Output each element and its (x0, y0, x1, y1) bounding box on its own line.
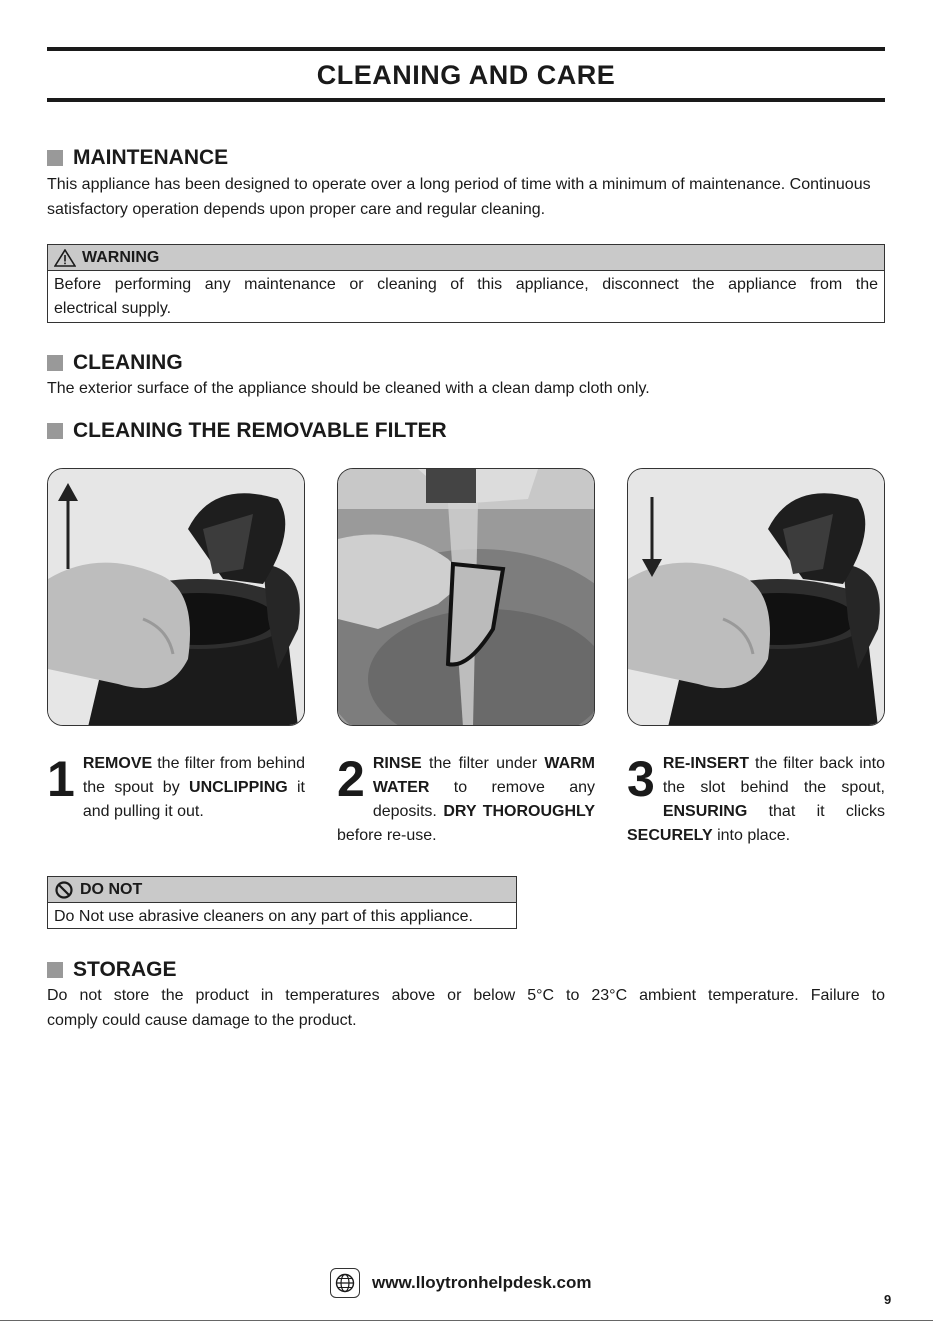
warning-text: Before performing any maintenance or cleaning of this appliance, disconnect the appliance from the electrical supply. (54, 276, 878, 317)
storage-heading: STORAGE (47, 958, 176, 982)
step-text: RE-INSERT the filter back into the slot behind the spout, ENSURING that it clicks SECURELY into place. (627, 755, 885, 844)
step-1 (47, 752, 305, 824)
bullet-square-icon (47, 962, 63, 978)
footer-website[interactable] (330, 1268, 591, 1298)
do-not-bar (48, 877, 516, 903)
step-number: 2 (337, 751, 365, 807)
bullet-square-icon (47, 355, 63, 371)
do-not-text: Do Not use abrasive cleaners on any part of this appliance. (54, 908, 473, 925)
warning-triangle-icon (54, 249, 76, 267)
do-not-box (47, 876, 517, 929)
step-text: RINSE the filter under WARM WATER to remove any deposits. DRY THOROUGHLY before re-use. (337, 755, 595, 844)
warning-label: WARNING (82, 248, 160, 266)
warning-bar (48, 245, 884, 271)
step-number: 1 (47, 751, 75, 807)
cleaning-text: The exterior surface of the appliance should be cleaned with a clean damp cloth only. (47, 380, 650, 397)
warning-box (47, 244, 885, 323)
top-rule (47, 47, 885, 51)
page-number: 9 (884, 1292, 892, 1307)
storage-text: Do not store the product in temperatures above or below 5°C to 23°C ambient temperature. Failure to comply could cause damage to the product. (47, 987, 885, 1029)
photo-rinse-filter (337, 468, 595, 726)
title-rule (47, 98, 885, 102)
page-title: CLEANING AND CARE (316, 60, 616, 90)
photo-reinsert-filter (627, 468, 885, 726)
step-number: 3 (627, 751, 655, 807)
prohibited-icon (54, 880, 74, 900)
step-text: REMOVE the filter from behind the spout by UNCLIPPING it and pulling it out. (82, 755, 305, 820)
photo-remove-filter (47, 468, 305, 726)
step-3 (627, 752, 885, 848)
globe-icon (330, 1268, 360, 1298)
maintenance-heading: MAINTENANCE (47, 146, 228, 170)
filter-heading: CLEANING THE REMOVABLE FILTER (47, 419, 447, 443)
maintenance-text: This appliance has been designed to operate over a long period of time with a minimum of maintenance. Continuous satisfactory operation depends upon proper care and regular cleaning. (47, 176, 871, 218)
website-url[interactable]: www.lloytronhelpdesk.com (372, 1273, 592, 1292)
do-not-label: DO NOT (80, 880, 143, 898)
cleaning-heading: CLEANING (47, 351, 183, 375)
step-2 (337, 752, 595, 848)
bullet-square-icon (47, 150, 63, 166)
bottom-line (0, 1320, 933, 1321)
bullet-square-icon (47, 423, 63, 439)
